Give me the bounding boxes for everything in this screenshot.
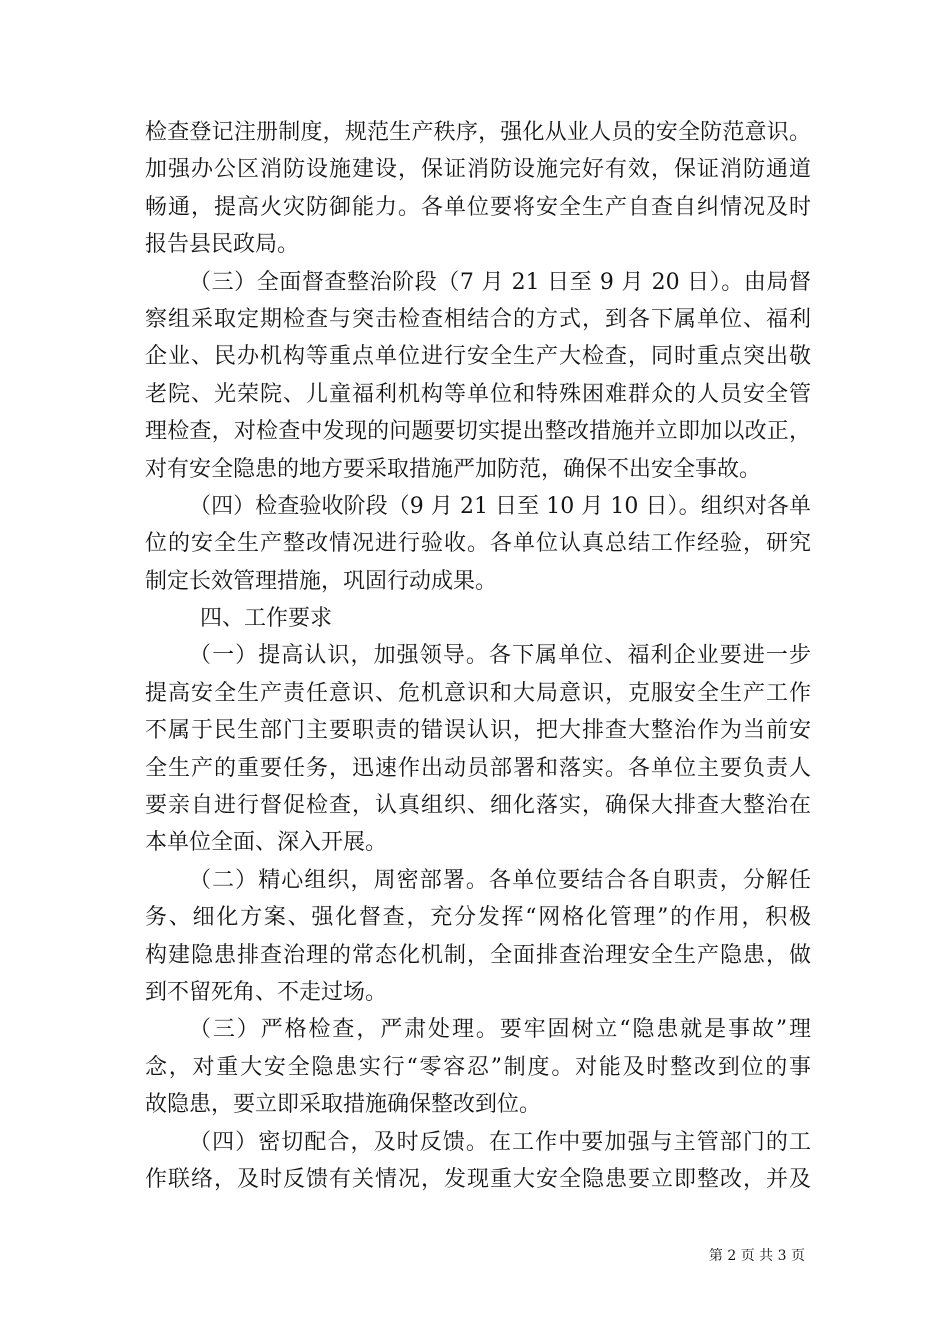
text-line: 不属于民生部门主要职责的错误认识，把大排查大整治作为当前安 xyxy=(145,718,811,744)
text-line: 理检查，对检查中发现的问题要切实提出整改措施并立即加以改正， xyxy=(145,419,811,445)
paragraph-requirement-one xyxy=(145,637,811,861)
text-line: 提高安全生产责任意识、危机意识和大局意识，克服安全生产工作 xyxy=(145,680,811,706)
paragraph-continuation xyxy=(145,114,811,264)
text-line: （四）密切配合，及时反馈。在工作中要加强与主管部门的工 xyxy=(189,1129,811,1155)
text-line: （三）严格检查，严肃处理。要牢固树立“隐患就是事故”理 xyxy=(189,1017,811,1043)
paragraph-requirement-four xyxy=(145,1124,811,1199)
text-line: 故隐患，要立即采取措施确保整改到位。 xyxy=(145,1092,542,1118)
text-line: （一）提高认识，加强领导。各下属单位、福利企业要进一步 xyxy=(189,643,811,669)
text-line: 全生产的重要任务，迅速作出动员部署和落实。各单位主要负责人 xyxy=(145,755,811,781)
text-line: 对有安全隐患的地方要采取措施严加防范，确保不出安全事故。 xyxy=(145,456,762,482)
text-line: 老院、光荣院、儿童福利机构等单位和特殊困难群众的人员安全管 xyxy=(145,381,811,407)
text-line: （三）全面督查整治阶段（7 月 21 日至 9 月 20 日）。由局督 xyxy=(189,269,811,295)
text-line: 加强办公区消防设施建设，保证消防设施完好有效，保证消防通道 xyxy=(145,157,811,183)
text-line: 企业、民办机构等重点单位进行安全生产大检查，同时重点突出敬 xyxy=(145,344,811,370)
text-line: 制定长效管理措施，巩固行动成果。 xyxy=(145,568,498,594)
section-heading-text: 四、工作要求 xyxy=(200,606,333,632)
document-body xyxy=(145,114,811,1198)
text-line: 报告县民政局。 xyxy=(145,232,300,258)
text-line: 畅通，提高火灾防御能力。各单位要将安全生产自查自纠情况及时 xyxy=(145,194,811,220)
paragraph-stage-four xyxy=(145,488,811,600)
text-line: （四）检查验收阶段（9 月 21 日至 10 月 10 日）。组织对各单 xyxy=(189,493,811,519)
text-line: （二）精心组织，周密部署。各单位要结合各自职责，分解任 xyxy=(189,867,811,893)
page-number: 第 2 页 共 3 页 xyxy=(708,1248,805,1264)
text-line: 作联络，及时反馈有关情况，发现重大安全隐患要立即整改，并及 xyxy=(145,1166,811,1192)
text-line: 构建隐患排查治理的常态化机制，全面排查治理安全生产隐患，做 xyxy=(145,942,811,968)
text-line: 检查登记注册制度，规范生产秩序，强化从业人员的安全防范意识。 xyxy=(145,120,811,145)
paragraph-requirement-three xyxy=(145,1011,811,1123)
section-heading xyxy=(145,600,811,637)
paragraph-requirement-two xyxy=(145,862,811,1012)
text-line: 务、细化方案、强化督查，充分发挥“网格化管理”的作用，积极 xyxy=(145,905,811,931)
text-line: 念，对重大安全隐患实行“零容忍”制度。对能及时整改到位的事 xyxy=(145,1054,811,1080)
text-line: 要亲自进行督促检查，认真组织、细化落实，确保大排查大整治在 xyxy=(145,793,811,819)
text-line: 本单位全面、深入开展。 xyxy=(145,830,388,856)
text-line: 到不留死角、不走过场。 xyxy=(145,979,388,1005)
paragraph-stage-three xyxy=(145,264,811,488)
text-line: 察组采取定期检查与突击检查相结合的方式，到各下属单位、福利 xyxy=(145,306,811,332)
text-line: 位的安全生产整改情况进行验收。各单位认真总结工作经验，研究 xyxy=(145,531,811,557)
